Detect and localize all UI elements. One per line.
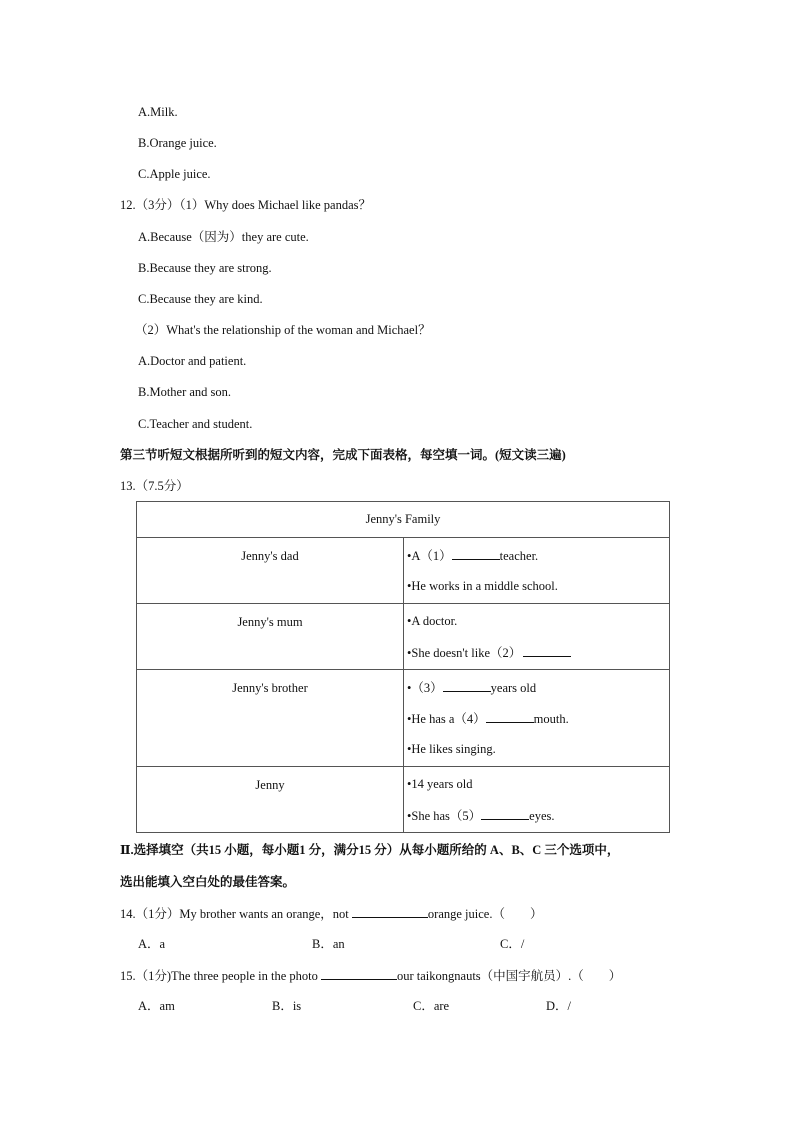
q15-stem: 15.（1分)The three people in the photo our taikongnauts（中国宇航员）.（ ） [120, 969, 622, 983]
table-row [137, 767, 670, 833]
row-person: Jenny's dad [137, 538, 404, 604]
q13-stem: 13.（7.5分） [120, 479, 189, 493]
q14-option-b: B．an [312, 937, 345, 951]
q11-option-b: B.Orange juice. [138, 136, 217, 150]
q12-2-stem: （2）What's the relationship of the woman and Michael？ [135, 323, 431, 337]
row-person: Jenny's brother [137, 670, 404, 767]
table-row [137, 538, 670, 604]
q14-option-a: A．a [138, 937, 166, 951]
q12-stem: 12.（3分）（1）Why does Michael like pandas？ [120, 198, 371, 212]
answer-blank-2[interactable] [523, 644, 571, 657]
table-title: Jenny's Family [137, 502, 670, 538]
row-person: Jenny's mum [137, 604, 404, 670]
info-line: •She has（5） eyes. [407, 809, 555, 823]
row-person: Jenny [137, 767, 404, 833]
q15-option-d: D．/ [546, 999, 572, 1013]
info-line: •She doesn't like（2） [407, 635, 669, 666]
q12-2-option-b: B.Mother and son. [138, 385, 232, 399]
info-line: •（3） years old [407, 681, 537, 695]
q14-option-c: C．/ [500, 937, 525, 951]
q12-1-option-a: A.Because（因为）they are cute. [138, 230, 309, 244]
info-line: •He works in a middle school. [407, 579, 558, 593]
info-line: •A doctor. [407, 614, 458, 628]
q15-option-a: A．am [138, 999, 175, 1013]
answer-blank-5[interactable] [481, 807, 529, 820]
table-row [137, 604, 670, 670]
q11-option-c: C.Apple juice. [138, 167, 211, 181]
q12-2-option-c: C.Teacher and student. [138, 417, 253, 431]
answer-blank-1[interactable] [452, 547, 500, 560]
part2-heading-line2: 选出能填入空白处的最佳答案。 [120, 875, 296, 889]
q12-1-option-b: B.Because they are strong. [138, 261, 272, 275]
q14-stem: 14.（1分）My brother wants an orange，not orange juice.（ ） [120, 907, 543, 921]
q14-answer-blank[interactable] [352, 905, 428, 918]
part2-heading-line1: Ⅱ.选择填空（共15 小题，每小题1 分，满分15 分）从每小题所给的 A、B、C 三个选项中， [120, 843, 620, 857]
info-line: •14 years old [407, 777, 473, 791]
q15-option-b: B．is [272, 999, 302, 1013]
jennys-family-table [136, 501, 670, 833]
info-line: •He has a（4） mouth. [407, 712, 569, 726]
answer-blank-3[interactable] [443, 679, 491, 692]
q11-option-a: A.Milk. [138, 105, 178, 119]
q15-answer-blank[interactable] [321, 967, 397, 980]
q15-option-c: C．are [413, 999, 450, 1013]
q12-2-option-a: A.Doctor and patient. [138, 354, 247, 368]
answer-blank-4[interactable] [486, 710, 534, 723]
section3-heading: 第三节听短文根据所听到的短文内容，完成下面表格，每空填一词。(短文读三遍) [120, 448, 566, 462]
q12-1-option-c: C.Because they are kind. [138, 292, 263, 306]
info-line: •He likes singing. [407, 742, 496, 756]
info-line: •A（1） teacher. [407, 549, 539, 563]
table-row [137, 670, 670, 767]
